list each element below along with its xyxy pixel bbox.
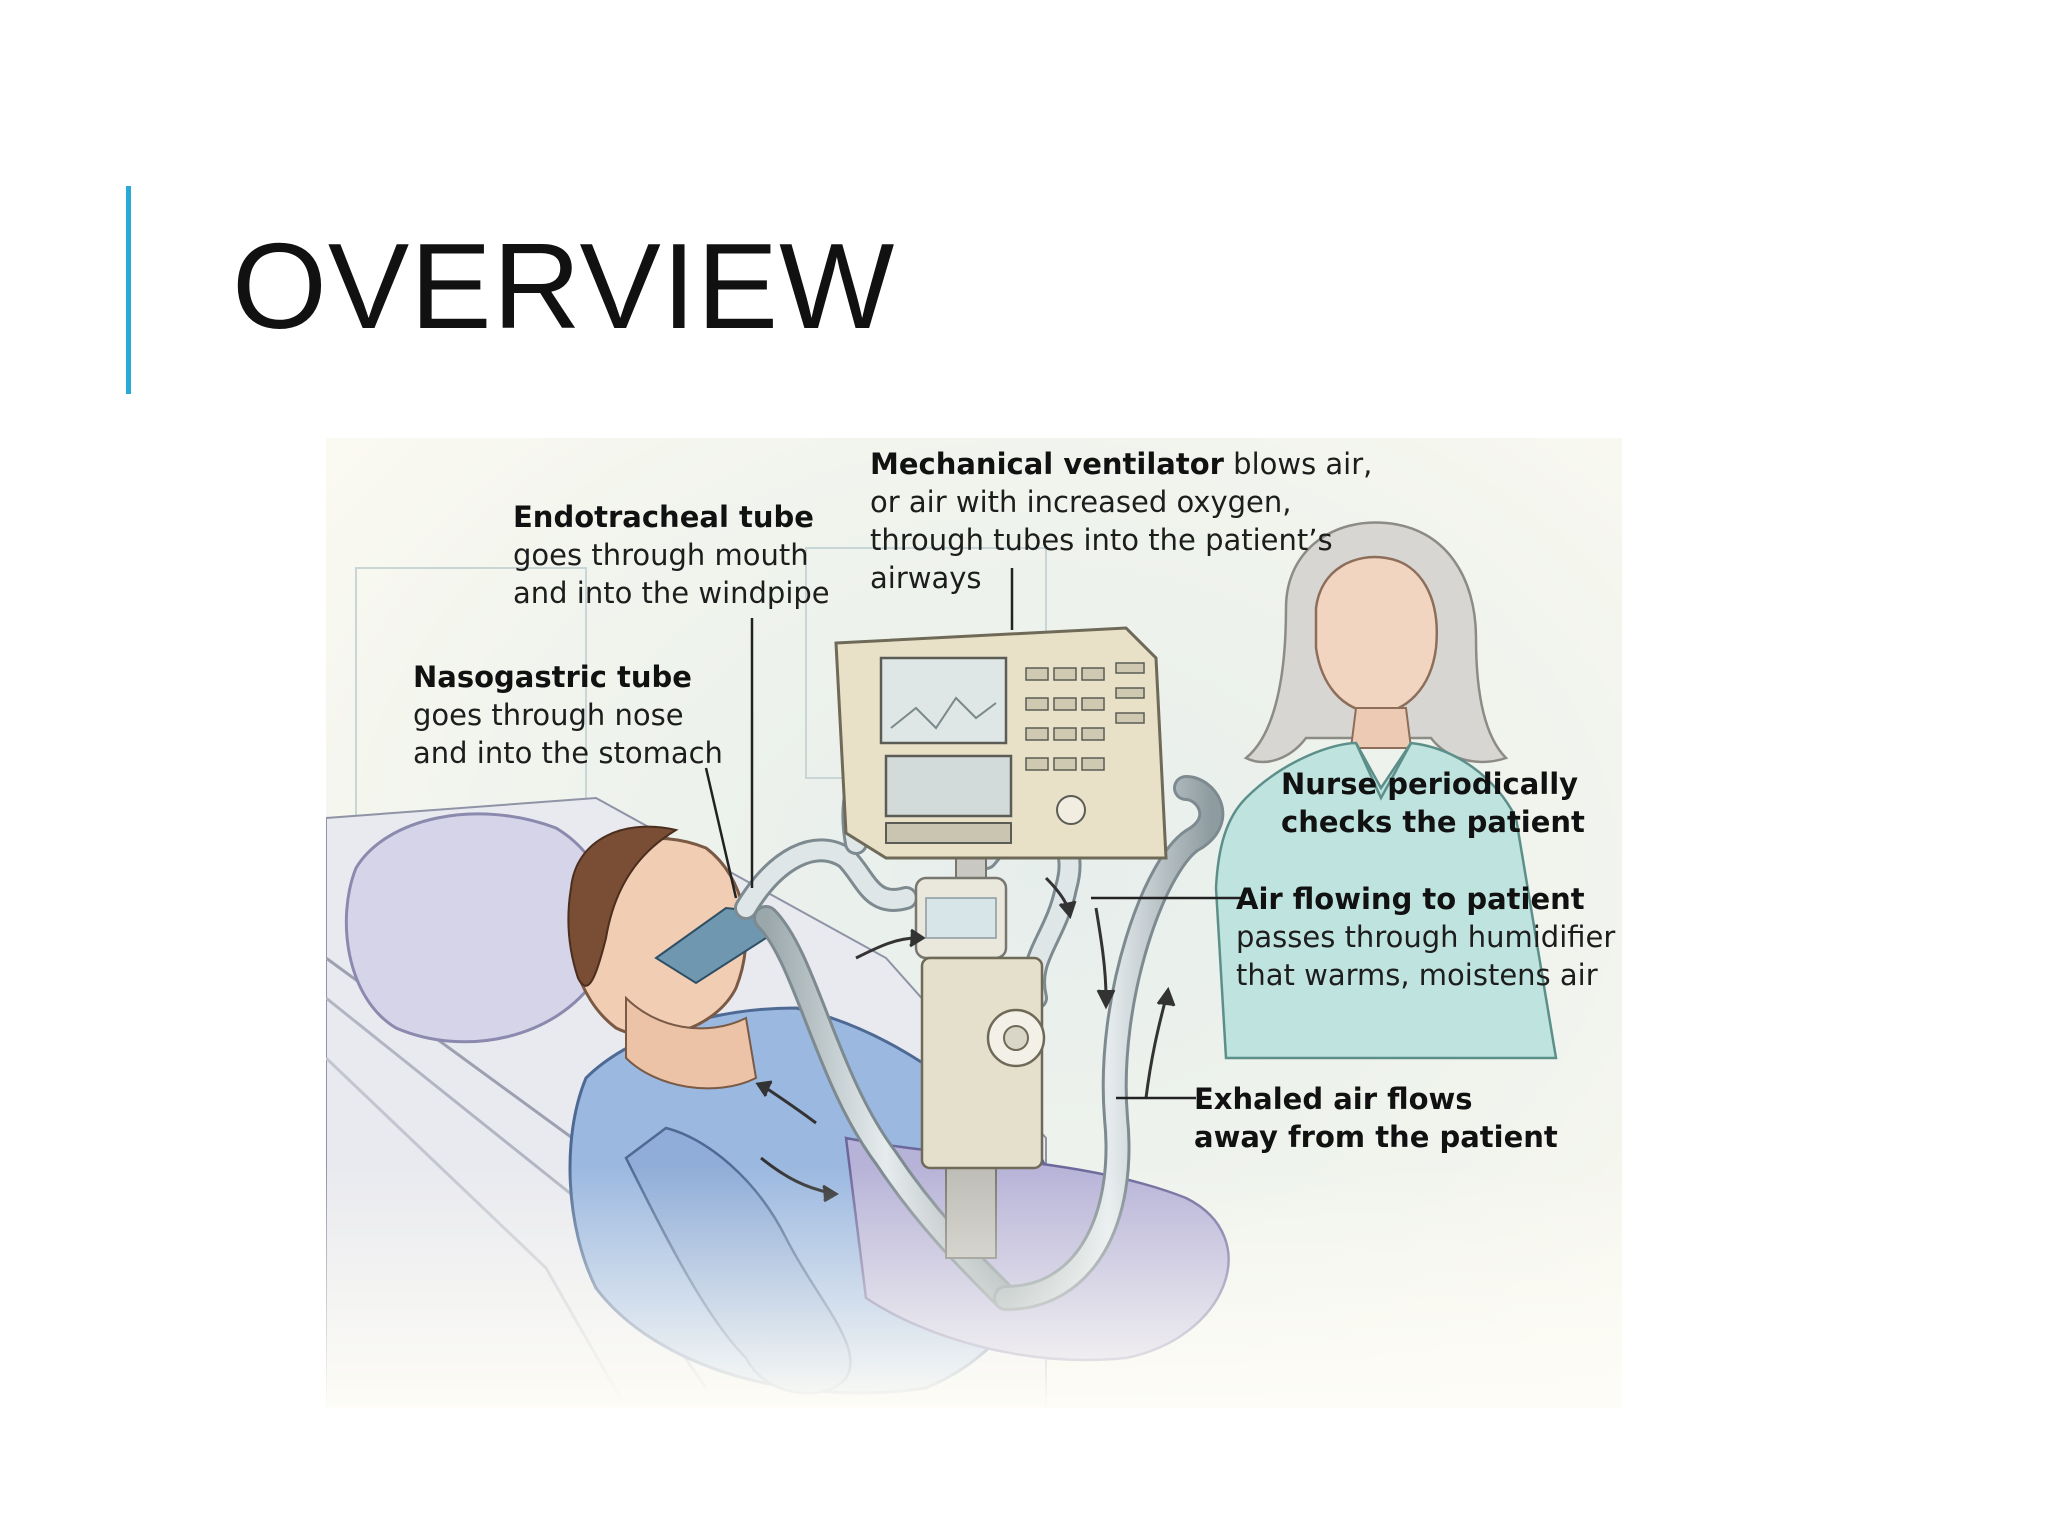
- nurse-line2: checks the patient: [1281, 805, 1585, 839]
- ventilator-line3: through tubes into the patient’s: [870, 523, 1333, 557]
- nasogastric-line3: and into the stomach: [413, 736, 723, 770]
- air-to-patient-heading: Air flowing to patient: [1236, 882, 1585, 916]
- air-to-patient-line3: that warms, moistens air: [1236, 958, 1598, 992]
- ventilator-line2: or air with increased oxygen,: [870, 485, 1292, 519]
- endotracheal-heading: Endotracheal tube: [513, 500, 814, 534]
- ventilator-line1-rest: blows air,: [1223, 447, 1373, 481]
- label-endotracheal-tube: [513, 498, 830, 612]
- nurse-line1: Nurse periodically: [1281, 767, 1579, 801]
- label-nurse: [1281, 765, 1585, 841]
- endotracheal-line3: and into the windpipe: [513, 576, 830, 610]
- nasogastric-line2: goes through nose: [413, 698, 684, 732]
- label-air-to-patient: [1236, 880, 1615, 994]
- air-to-patient-line2: passes through humidifier: [1236, 920, 1616, 954]
- ventilator-line4: airways: [870, 561, 982, 595]
- label-exhaled-air: [1194, 1080, 1558, 1156]
- nasogastric-heading: Nasogastric tube: [413, 660, 692, 694]
- ventilator-illustration: [326, 438, 1622, 1408]
- exhaled-line2: away from the patient: [1194, 1120, 1558, 1154]
- endotracheal-line2: goes through mouth: [513, 538, 809, 572]
- label-mechanical-ventilator: [870, 445, 1372, 597]
- ventilator-heading: Mechanical ventilator: [870, 447, 1224, 481]
- title-accent-bar: [126, 186, 131, 394]
- exhaled-line1: Exhaled air flows: [1194, 1082, 1473, 1116]
- label-nasogastric-tube: [413, 658, 723, 772]
- slide-title: OVERVIEW: [232, 218, 896, 354]
